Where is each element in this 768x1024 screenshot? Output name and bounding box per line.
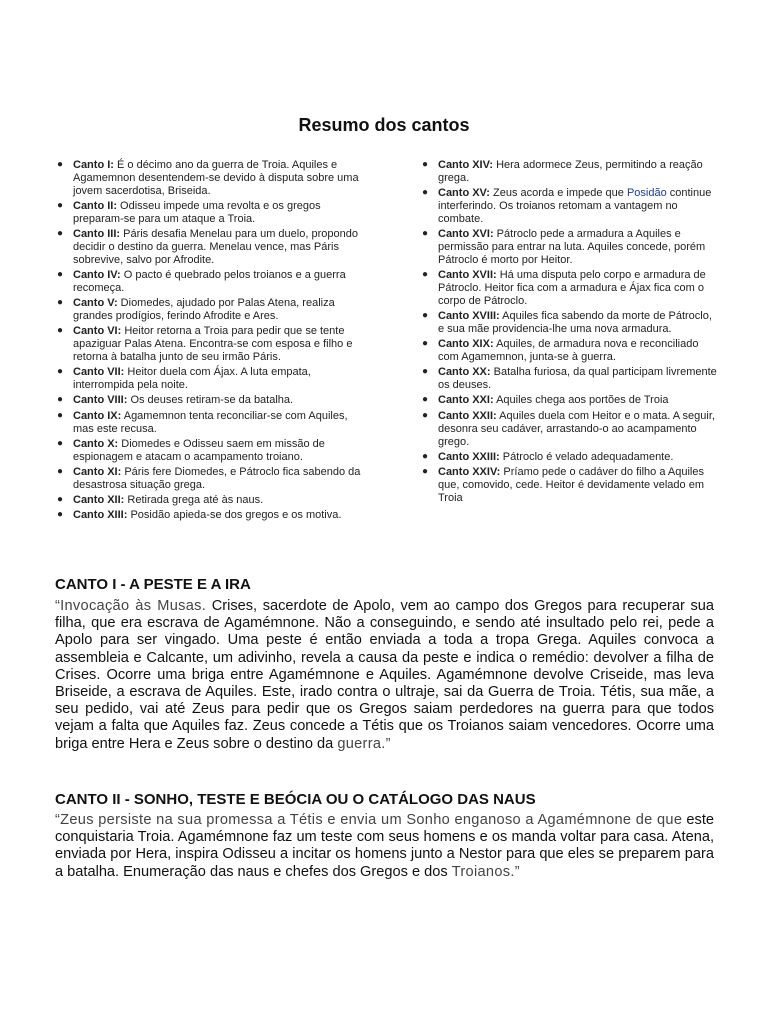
canto-summary-item xyxy=(420,228,720,267)
canto-2-body xyxy=(55,812,714,881)
canto-summary-item xyxy=(55,410,371,436)
canto-summary-item xyxy=(420,394,720,407)
canto-text: Retirada grega até às naus. xyxy=(124,494,264,507)
canto-text: Há uma disputa pelo corpo e armadura de Pátroclo. Heitor fica com a armadura e Ájax fica com o corpo de Pátroclo. xyxy=(438,269,706,307)
canto-text: Agamemnon tenta reconciliar-se com Aquiles, mas este recusa. xyxy=(73,409,348,435)
bullet-icon: ● xyxy=(57,465,64,477)
canto-text: Os deuses retiram-se da batalha. xyxy=(127,394,294,407)
bullet-icon: ● xyxy=(422,310,429,322)
canto-label: Canto VII: xyxy=(73,366,125,379)
canto-text: Páris desafia Menelau para um duelo, propondo decidir o destino da guerra. Menelau vence, mas Páris sobrevive, salvo por Afrodite. xyxy=(73,228,358,266)
canto-summary-item xyxy=(55,494,371,507)
canto-label: Canto III: xyxy=(73,228,121,241)
canto-label: Canto IX: xyxy=(73,409,122,422)
summary-right-column xyxy=(420,159,720,524)
bullet-icon: ● xyxy=(57,297,64,309)
canto-summary-item xyxy=(55,394,371,407)
canto-1-quote-close: guerra.” xyxy=(337,735,391,752)
canto-1-heading: CANTO I - A PESTE E A IRA xyxy=(55,576,251,593)
canto-summary-item xyxy=(420,159,720,185)
bullet-icon: ● xyxy=(57,228,64,240)
canto-text: continue interferindo. Os troianos retomam a vantagem no combate. xyxy=(438,187,712,225)
canto-summary-item xyxy=(55,438,371,464)
canto-2-text: este conquistaria Troia. Agamémnone faz um teste com seus homens e os manda voltar para casa. Atena, enviada por Hera, inspira Odisseu a incitar os homens junto a Nestor para que eles se preparem para a batalha. Enumeração das naus e chefes dos Gregos e dos xyxy=(55,812,714,880)
canto-summary-item xyxy=(55,269,371,295)
canto-text: Aquiles duela com Heitor e o mata. A seguir, desonra seu cadáver, arrastando-o ao acampamento grego. xyxy=(438,409,715,448)
canto-label: Canto IV: xyxy=(73,269,121,282)
bullet-icon: ● xyxy=(57,409,64,421)
canto-summary-item xyxy=(55,366,371,392)
canto-label: Canto II: xyxy=(73,200,117,213)
canto-2-quote-close: Troianos.” xyxy=(451,863,520,880)
bullet-icon: ● xyxy=(422,338,429,350)
canto-label: Canto XXIV: xyxy=(438,465,501,478)
canto-label: Canto XXII: xyxy=(438,409,497,422)
canto-label: Canto XX: xyxy=(438,366,491,379)
canto-label: Canto I: xyxy=(73,159,114,171)
canto-summary-item xyxy=(420,310,720,336)
bullet-icon: ● xyxy=(57,159,64,170)
canto-label: Canto XXI: xyxy=(438,394,494,407)
bullet-icon: ● xyxy=(422,269,429,281)
canto-label: Canto XI: xyxy=(73,465,122,478)
canto-summary-item xyxy=(420,410,720,449)
canto-summary-item xyxy=(55,200,371,226)
canto-text: Pátroclo é velado adequadamente. xyxy=(499,450,674,463)
canto-text: Hera adormece Zeus, permitindo a reação grega. xyxy=(438,159,703,184)
bullet-icon: ● xyxy=(57,366,64,378)
bullet-icon: ● xyxy=(57,269,64,281)
posidao-link[interactable]: Posidão xyxy=(626,187,667,200)
canto-text: Odisseu impede uma revolta e os gregos preparam-se para um ataque a Troia. xyxy=(73,200,321,225)
canto-text: Aquiles chega aos portões de Troia xyxy=(493,394,669,407)
canto-1-body xyxy=(55,598,714,753)
canto-label: Canto XIII: xyxy=(73,509,128,522)
canto-1-text: Crises, sacerdote de Apolo, vem ao campo dos Gregos para recuperar sua filha, que era escrava de Agamémnone. Não a conseguindo, e sendo até insultado pelo rei, pede a Apolo para ser vingado. Uma peste é então enviada a toda a tropa Grega. Aquiles convoca a assembleia e Calcante, um adivinho, revela a causa da peste e indica o remédio: devolver a filha de Crises. Ocorre uma briga entre Agamémnone e Aquiles. Agamémnone devolve Criseide, mas leva Briseide, a escrava de Aquiles. Este, irado contra o ultraje, sai da Guerra de Troia. Tétis, sua mãe, a seu pedido, vai até Zeus para pedir que os Gregos saiam perdedores na guerra para que todos vejam a falta que Aquiles faz. Zeus concede a Tétis que os Troianos saiam vencedores. Ocorre uma briga entre Hera e Zeus sobre o destino da xyxy=(55,598,714,752)
bullet-icon: ● xyxy=(422,159,429,170)
canto-1-quote-open: “Invocação às Musas. xyxy=(55,598,207,614)
canto-text: Aquiles, de armadura nova e reconciliado com Agamemnon, junta-se à guerra. xyxy=(438,338,699,364)
bullet-icon: ● xyxy=(422,465,429,477)
canto-label: Canto XV: xyxy=(438,187,490,200)
bullet-icon: ● xyxy=(57,494,64,506)
canto-2-quote-open: “Zeus persiste na sua promessa a Tétis e envia um Sonho enganoso a Agamémnone de que xyxy=(55,812,683,828)
bullet-icon: ● xyxy=(57,509,64,521)
canto-text: Aquiles fica sabendo da morte de Pátroclo, e sua mãe providencia-lhe uma nova armadura. xyxy=(438,310,712,336)
canto-summary-columns xyxy=(55,159,720,524)
canto-label: Canto X: xyxy=(73,437,119,450)
canto-summary-item xyxy=(55,325,371,364)
canto-label: Canto V: xyxy=(73,297,118,310)
canto-label: Canto VIII: xyxy=(73,394,128,407)
canto-text: Páris fere Diomedes, e Pátroclo fica sabendo da desastrosa situação grega. xyxy=(73,465,361,491)
bullet-icon: ● xyxy=(422,394,429,406)
canto-label: Canto XVI: xyxy=(438,228,494,241)
canto-summary-item xyxy=(420,366,720,392)
canto-label: Canto XVIII: xyxy=(438,310,500,323)
canto-summary-item xyxy=(420,338,720,364)
canto-label: Canto XII: xyxy=(73,494,125,507)
canto-summary-item xyxy=(55,228,371,267)
canto-summary-item xyxy=(55,466,371,492)
canto-summary-item xyxy=(420,466,720,505)
canto-text: Zeus acorda e impede que xyxy=(489,187,627,200)
bullet-icon: ● xyxy=(57,437,64,449)
canto-summary-item xyxy=(420,451,720,464)
canto-summary-item xyxy=(55,159,371,198)
canto-2-heading: CANTO II - SONHO, TESTE E BEÓCIA OU O CATÁLOGO DAS NAUS xyxy=(55,791,536,808)
canto-text: Batalha furiosa, da qual participam livremente os deuses. xyxy=(438,366,717,392)
canto-text: É o décimo ano da guerra de Troia. Aquiles e Agamemnon desentendem-se devido à disputa sobre uma jovem sacerdotisa, Briseida. xyxy=(73,159,359,197)
summary-left-column xyxy=(55,159,371,524)
bullet-icon: ● xyxy=(57,394,64,406)
canto-text: O pacto é quebrado pelos troianos e a guerra recomeça. xyxy=(73,269,346,295)
canto-text: Diomedes e Odisseu saem em missão de espionagem e atacam o acampamento troiano. xyxy=(73,437,325,463)
bullet-icon: ● xyxy=(422,450,429,462)
bullet-icon: ● xyxy=(57,200,64,212)
bullet-icon: ● xyxy=(57,325,64,337)
canto-text: Pátroclo pede a armadura a Aquiles e permissão para entrar na luta. Aquiles concede, porém Pátroclo é morto por Heitor. xyxy=(438,228,706,266)
canto-label: Canto XIX: xyxy=(438,338,494,351)
bullet-icon: ● xyxy=(422,409,429,421)
canto-text: Príamo pede o cadáver do filho a Aquiles que, comovido, cede. Heitor é devidamente velado em Troia xyxy=(438,465,704,504)
canto-text: Heitor duela com Ájax. A luta empata, interrompida pela noite. xyxy=(73,366,311,392)
canto-summary-item xyxy=(420,187,720,226)
canto-label: Canto XXIII: xyxy=(438,450,500,463)
bullet-icon: ● xyxy=(422,366,429,378)
summary-title: Resumo dos cantos xyxy=(298,115,470,135)
canto-summary-item xyxy=(55,297,371,323)
canto-text: Posidão apieda-se dos gregos e os motiva. xyxy=(127,509,342,522)
canto-summary-item xyxy=(420,269,720,308)
canto-label: Canto XIV: xyxy=(438,159,494,171)
canto-label: Canto VI: xyxy=(73,325,122,338)
canto-text: Heitor retorna a Troia para pedir que se tente apaziguar Palas Atena. Encontra-se com esposa e filho e retorna à batalha junto de seu irmão Páris. xyxy=(73,325,353,364)
canto-text: Diomedes, ajudado por Palas Atena, realiza grandes prodígios, ferindo Afrodite e Ares. xyxy=(73,297,335,323)
bullet-icon: ● xyxy=(422,187,429,199)
bullet-icon: ● xyxy=(422,228,429,240)
canto-label: Canto XVII: xyxy=(438,269,497,282)
canto-summary-item xyxy=(55,509,371,522)
